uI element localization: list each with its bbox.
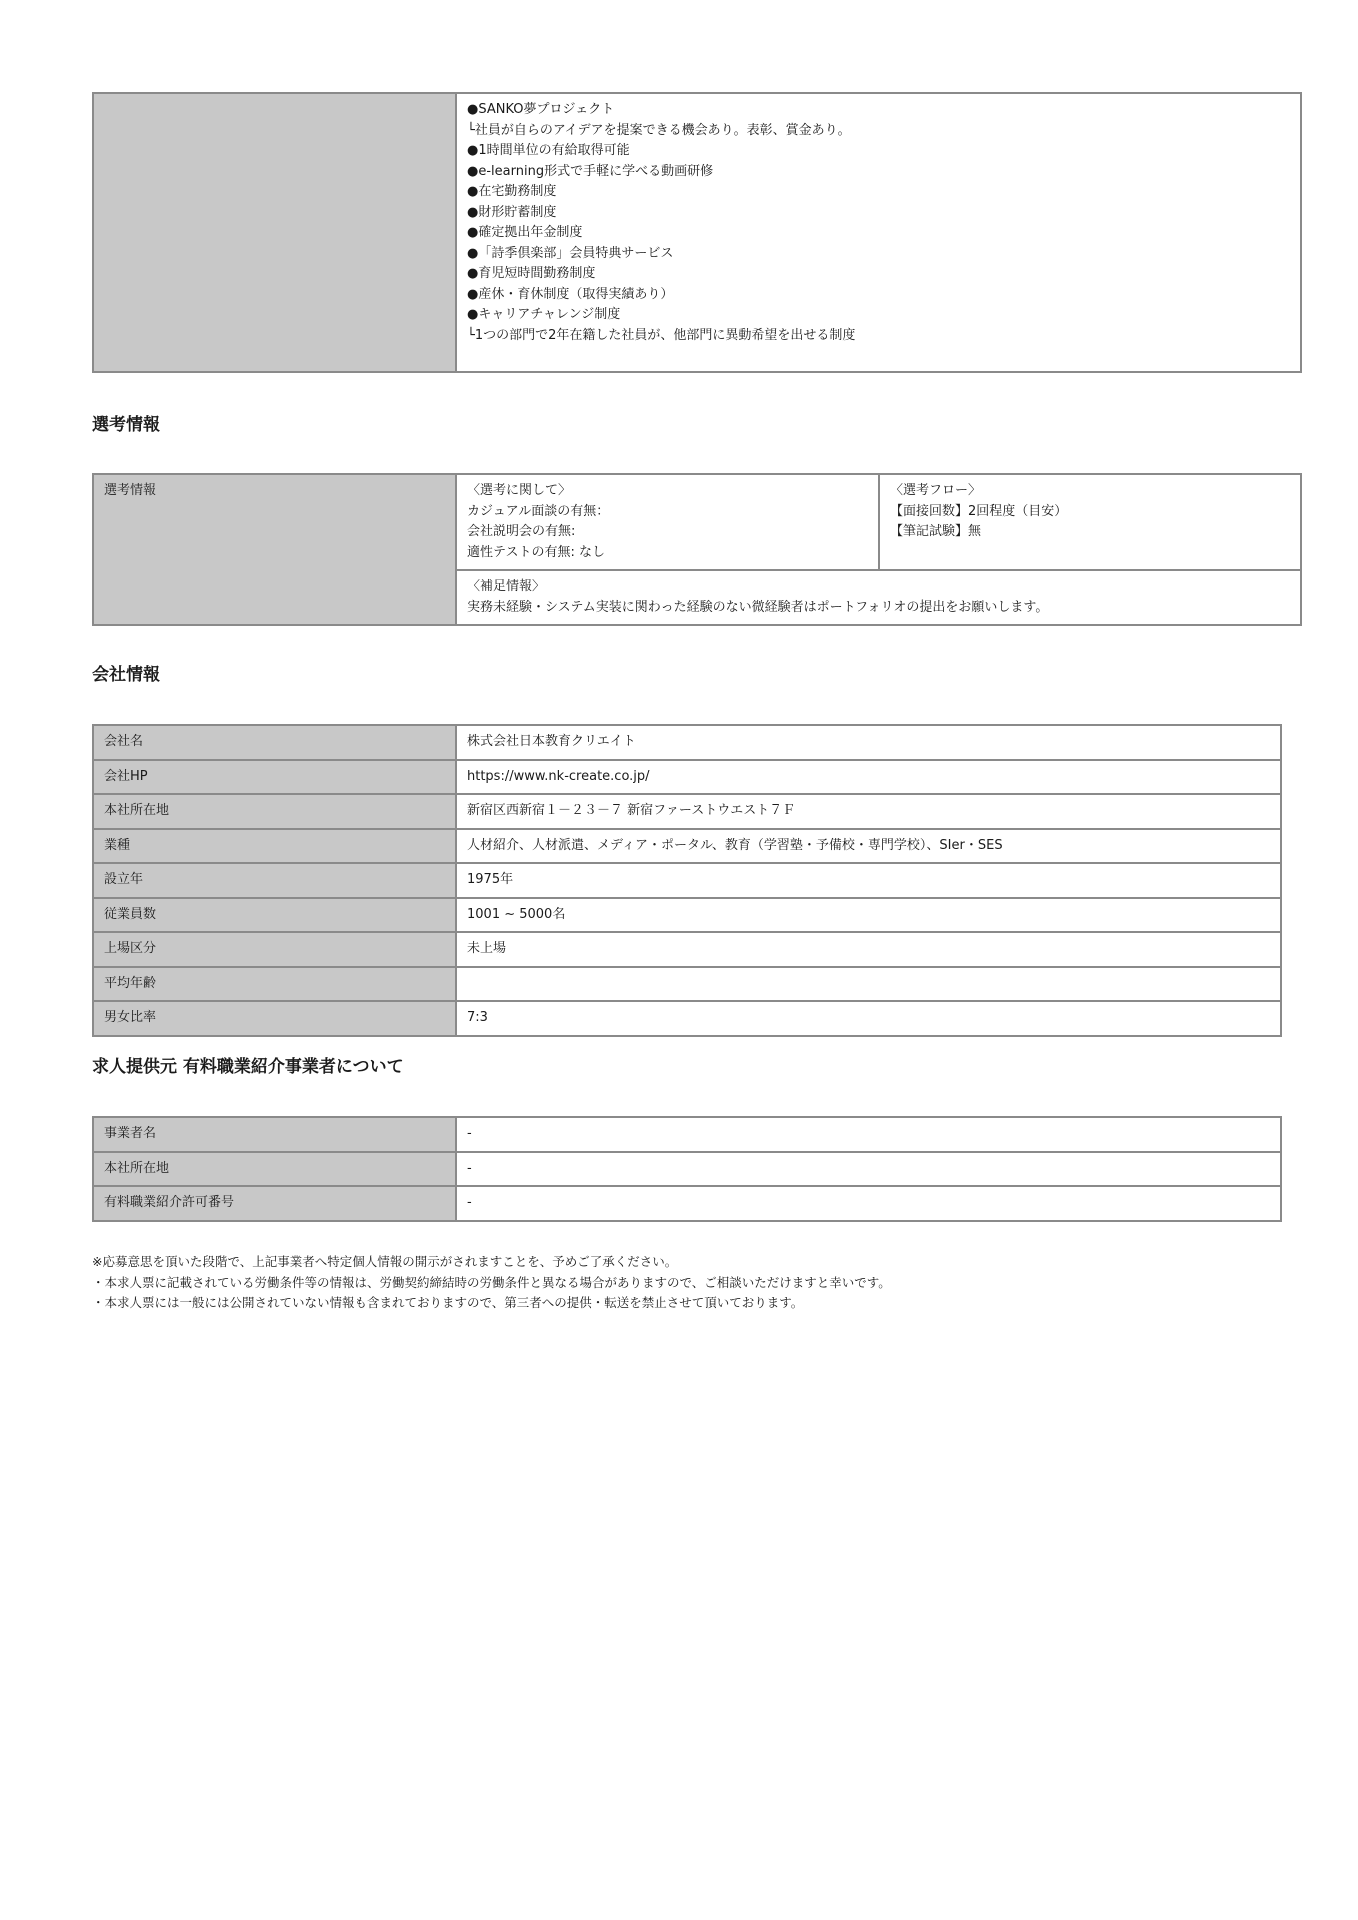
selection-flow	[879, 474, 1301, 570]
selection-flow-line: 〈選考フロー〉	[890, 483, 982, 498]
agent-name-value: -	[456, 1117, 1281, 1152]
benefits-list	[456, 93, 1301, 372]
company-industry-value: 人材紹介、人材派遣、メディア・ポータル、教育（学習塾・予備校・専門学校）、SIer・SES	[456, 829, 1281, 864]
table-row	[93, 898, 1281, 933]
company-table	[92, 724, 1282, 1037]
table-row	[93, 794, 1281, 829]
benefit-line: ●産休・育休制度（取得実績あり）	[467, 286, 674, 302]
benefit-line: ●SANKO夢プロジェクト	[467, 102, 615, 117]
table-row	[93, 1001, 1281, 1036]
table-row	[93, 863, 1281, 898]
company-listing-label: 上場区分	[93, 932, 456, 967]
benefit-line: ●確定拠出年金制度	[467, 225, 583, 240]
note-line: ・本求人票に記載されている労働条件等の情報は、労働契約締結時の労働条件と異なる場合がありますので、ご相談いただけますと幸いです。	[92, 1274, 891, 1290]
company-hp-value: https://www.nk-create.co.jp/	[456, 760, 1281, 795]
company-gender-ratio-value: 7:3	[456, 1001, 1281, 1036]
company-name-label: 会社名	[93, 725, 456, 760]
agent-name-label: 事業者名	[93, 1117, 456, 1152]
selection-supplement-line: 〈補足情報〉	[467, 579, 546, 594]
company-address-value: 新宿区西新宿１－２３－７ 新宿ファーストウエスト７Ｆ	[456, 794, 1281, 829]
benefit-line: ●「詩季倶楽部」会員特典サービス	[467, 245, 674, 261]
company-employees-label: 従業員数	[93, 898, 456, 933]
benefit-line: ●1時間単位の有給取得可能	[467, 143, 630, 158]
selection-about-line: 会社説明会の有無:	[467, 524, 576, 539]
agent-address-label: 本社所在地	[93, 1152, 456, 1187]
benefit-line: ●育児短時間勤務制度	[467, 266, 596, 281]
benefit-line: └社員が自らのアイデアを提案できる機会あり。表彰、賞金あり。	[467, 122, 851, 138]
selection-table	[92, 473, 1302, 626]
company-industry-label: 業種	[93, 829, 456, 864]
company-avg-age-value	[456, 967, 1281, 1002]
selection-about-line: 〈選考に関して〉	[467, 483, 572, 498]
selection-label: 選考情報	[93, 474, 456, 625]
benefit-line: ●キャリアチャレンジ制度	[467, 307, 621, 322]
selection-about-line: カジュアル面談の有無：	[467, 503, 610, 519]
note-line: ※応募意思を頂いた段階で、上記事業者へ特定個人情報の開示がされますことを、予めご了承ください。	[92, 1254, 678, 1269]
benefits-table	[92, 92, 1302, 373]
selection-supplement-line: 実務未経験・システム実装に関わった経験のない微経験者はポートフォリオの提出をお願いします。	[467, 599, 1049, 615]
table-row	[93, 1186, 1281, 1221]
table-row	[93, 1152, 1281, 1187]
table-row	[93, 725, 1281, 760]
selection-supplement	[456, 570, 1301, 625]
company-employees-value: 1001 ~ 5000名	[456, 898, 1281, 933]
company-address-label: 本社所在地	[93, 794, 456, 829]
company-avg-age-label: 平均年齢	[93, 967, 456, 1002]
selection-flow-line: 【筆記試験】無	[890, 524, 982, 539]
company-heading: 会社情報	[92, 665, 160, 685]
table-row	[93, 967, 1281, 1002]
note-line: ・本求人票には一般には公開されていない情報も含まれておりますので、第三者への提供・転送を禁止させて頂いております。	[92, 1295, 804, 1310]
selection-about	[456, 474, 879, 570]
benefit-line: └1つの部門で2年在籍した社員が、他部門に異動希望を出せる制度	[467, 327, 856, 343]
company-hp-label: 会社HP	[93, 760, 456, 795]
company-listing-value: 未上場	[456, 932, 1281, 967]
benefit-line: ●在宅勤務制度	[467, 184, 557, 199]
notes	[92, 1252, 891, 1314]
table-row	[93, 932, 1281, 967]
selection-flow-line: 【面接回数】2回程度（目安）	[890, 503, 1068, 519]
selection-about-line: 適性テストの有無: なし	[467, 544, 605, 560]
company-name-value: 株式会社日本教育クリエイト	[456, 725, 1281, 760]
table-row	[93, 829, 1281, 864]
benefit-line: ●e-learning形式で手軽に学べる動画研修	[467, 163, 714, 179]
table-row	[93, 760, 1281, 795]
table-row	[93, 1117, 1281, 1152]
agent-license-value: -	[456, 1186, 1281, 1221]
agent-table	[92, 1116, 1282, 1222]
company-gender-ratio-label: 男女比率	[93, 1001, 456, 1036]
benefits-label-cell	[93, 93, 456, 372]
agent-license-label: 有料職業紹介許可番号	[93, 1186, 456, 1221]
company-founded-value: 1975年	[456, 863, 1281, 898]
agent-heading: 求人提供元 有料職業紹介事業者について	[92, 1057, 404, 1077]
agent-address-value: -	[456, 1152, 1281, 1187]
selection-heading: 選考情報	[92, 415, 160, 435]
benefit-line: ●財形貯蓄制度	[467, 204, 557, 220]
company-founded-label: 設立年	[93, 863, 456, 898]
